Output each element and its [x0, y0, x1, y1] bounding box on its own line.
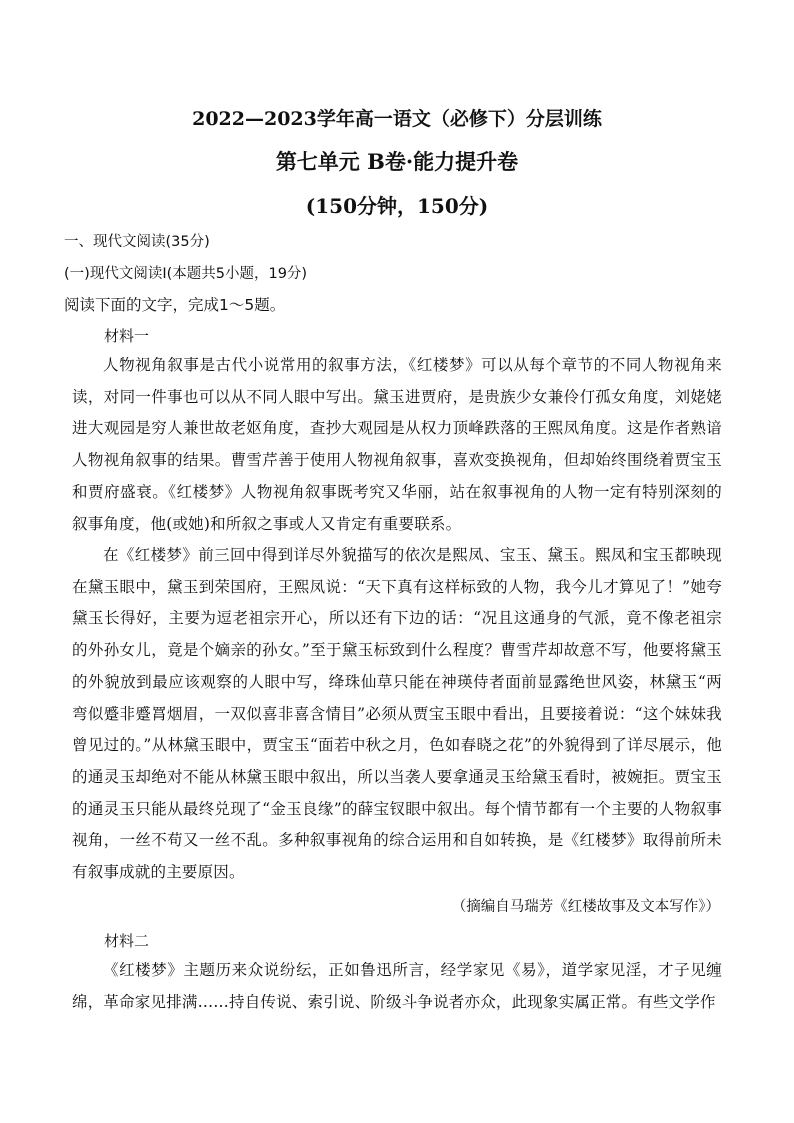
section-heading: 一、现代文阅读(35分)	[64, 234, 210, 250]
exam-title: 2022—2023学年高一语文（必修下）分层训练	[192, 108, 602, 130]
material-two-paragraph-1: 《红楼梦》主题历来众说纷纭，正如鲁迅所言，经学家见《易》，道学家见淫，才子见缠绵，革命家见排满……持自传说、索引说、阶级斗争说者亦众，此现象实属正常。有些文学作	[72, 961, 722, 1011]
time-score: (150分钟，150分)	[305, 194, 489, 218]
sub-section-heading: (一)现代文阅读Ⅰ(本题共5小题，19分)	[64, 266, 308, 282]
material-one-paragraph-1: 人物视角叙事是古代小说常用的叙事方法，《红楼梦》可以从每个章节的不同人物视角来读，对同一件事也可以从不同人眼中写出。黛玉进贾府，是贵族少女兼伶仃孤女角度，刘姥姥进大观园是穷人兼世故老妪角度，查抄大观园是从权力顶峰跌落的王熙凤角度。这是作者熟谙人物视角叙事的结果。曹雪芹善于使用人物视角叙事，喜欢变换视角，但却始终围绕着贾宝玉和贾府盛衰。《红楼梦》人物视角叙事既考究又华丽，站在叙事视角的人物一定有特别深刻的叙事角度，他(或她)和所叙之事或人又肯定有重要联系。	[72, 356, 722, 533]
material-one-paragraph-2: 在《红楼梦》前三回中得到详尽外貌描写的依次是熙凤、宝玉、黛玉。熙凤和宝玉都映现在黛玉眼中，黛玉到荣国府，王熙凤说：“天下真有这样标致的人物，我今儿才算见了！”她夸黛玉长得好，主要为逗老祖宗开心，所以还有下边的话：“况且这通身的气派，竟不像老祖宗的外孙女儿，竟是个嫡亲的孙女。”至于黛玉标致到什么程度？曹雪芹却故意不写，他要将黛玉的外貌放到最应该观察的人眼中写，绛珠仙草只能在神瑛侍者面前显露绝世风姿，林黛玉“两弯似蹙非蹙罥烟眉，一双似喜非喜含情目”必须从贾宝玉眼中看出，且要接着说：“这个妹妹我曾见过的。”从林黛玉眼中，贾宝玉“面若中秋之月，色如春晓之花”的外貌得到了详尽展示，他的通灵玉却绝对不能从林黛玉眼中叙出，所以当袭人要拿通灵玉给黛玉看时，被婉拒。贾宝玉的通灵玉只能从最终兑现了“金玉良缘”的薛宝钗眼中叙出。每个情节都有一个主要的人物叙事视角，一丝不苟又一丝不乱。多种叙事视角的综合运用和自如转换，是《红楼梦》取得前所未有叙事成就的主要原因。	[72, 546, 722, 882]
exam-subtitle: 第七单元 B卷·能力提升卷	[275, 149, 519, 174]
material-two-label: 材料二	[104, 932, 150, 950]
material-one-source: （摘编自马瑞芳《红楼故事及文本写作》）	[451, 899, 720, 915]
reading-instruction: 阅读下面的文字，完成1～5题。	[64, 296, 286, 314]
material-one-label: 材料一	[104, 327, 150, 345]
